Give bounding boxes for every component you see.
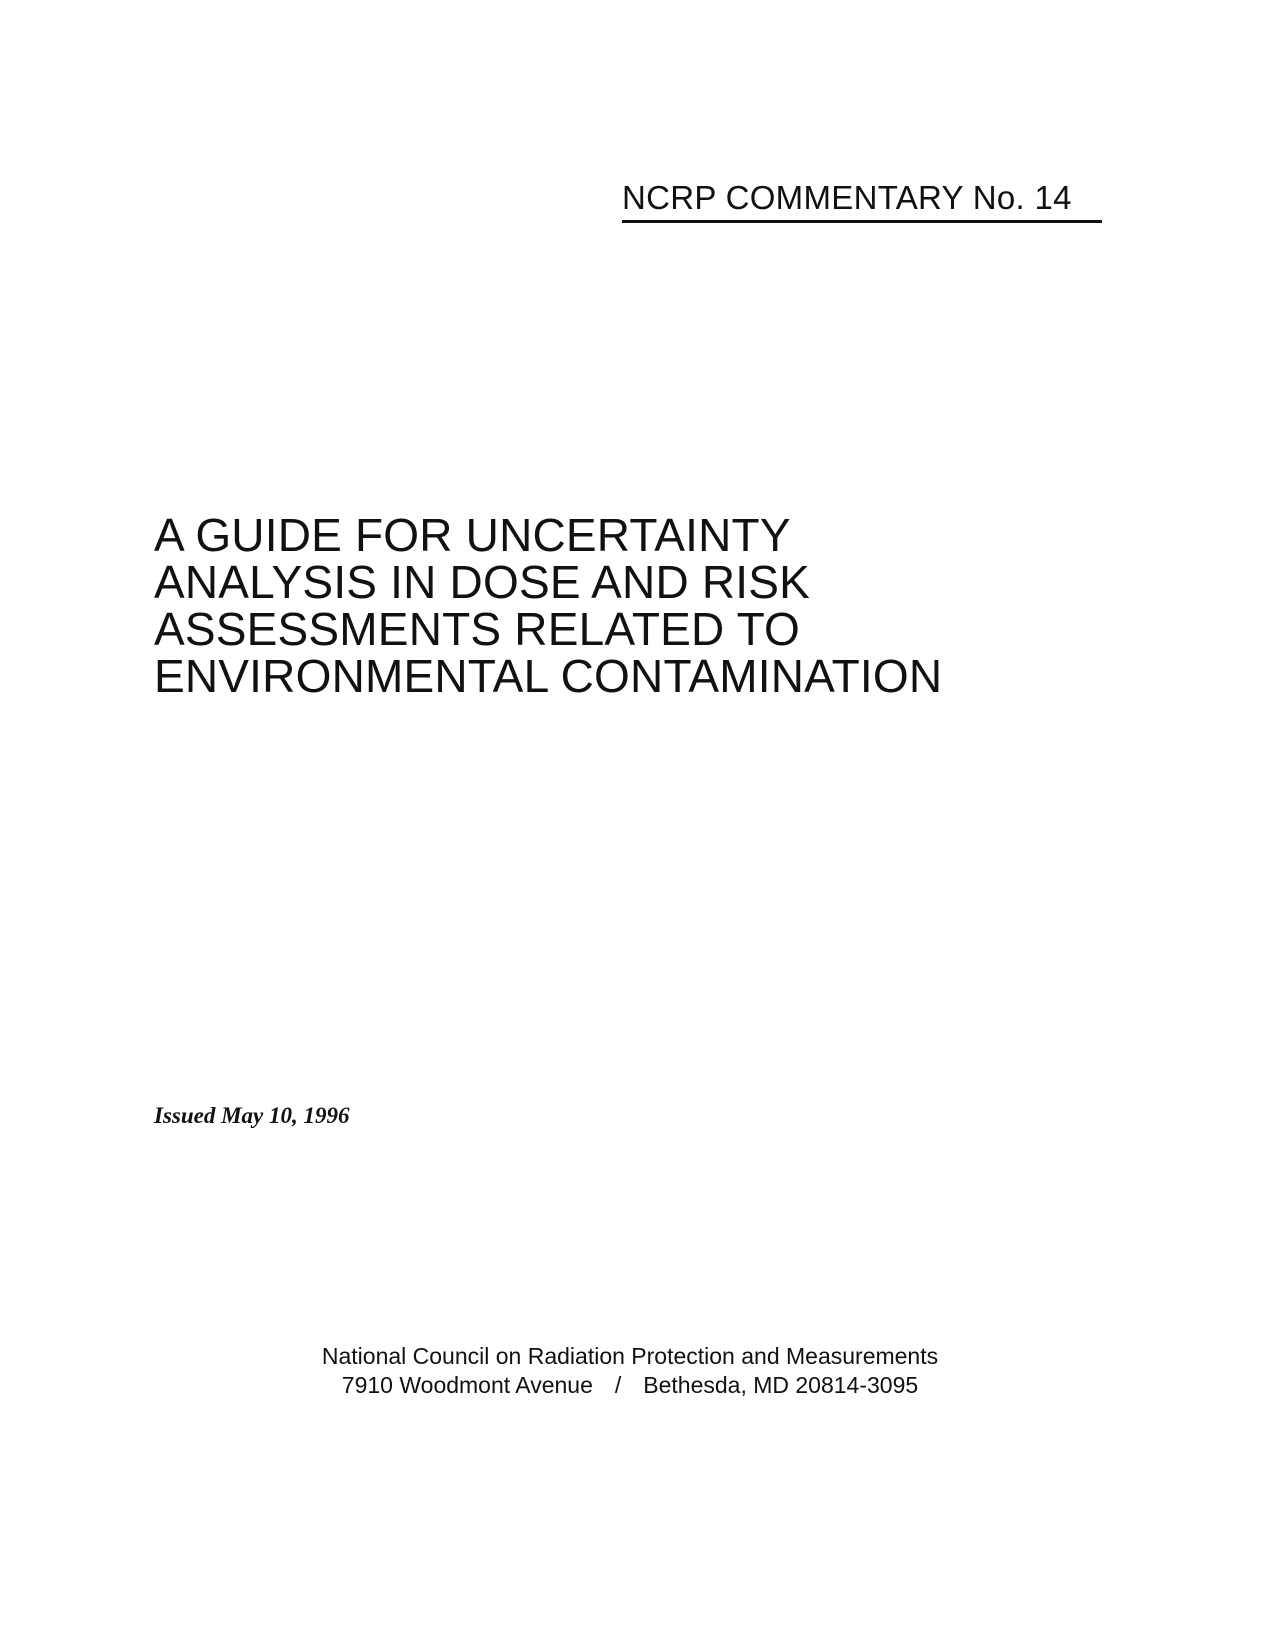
- publisher-block: [240, 1342, 1020, 1400]
- title-line: A GUIDE FOR UNCERTAINTY: [154, 509, 791, 561]
- publisher-name: National Council on Radiation Protection and Measurements: [321, 1343, 939, 1369]
- address-separator: /: [614, 1372, 622, 1398]
- publisher-city: Bethesda, MD 20814-3095: [643, 1372, 919, 1398]
- document-title: [154, 509, 1154, 702]
- publisher-street: 7910 Woodmont Avenue: [341, 1372, 593, 1398]
- title-line: ASSESSMENTS RELATED TO: [154, 603, 801, 655]
- series-label: NCRP COMMENTARY No. 14: [622, 178, 1102, 223]
- issue-date: Issued May 10, 1996: [154, 1103, 350, 1128]
- publisher-address: [240, 1371, 1020, 1400]
- title-line: ANALYSIS IN DOSE AND RISK: [154, 556, 811, 608]
- title-line: ENVIRONMENTAL CONTAMINATION: [154, 650, 943, 702]
